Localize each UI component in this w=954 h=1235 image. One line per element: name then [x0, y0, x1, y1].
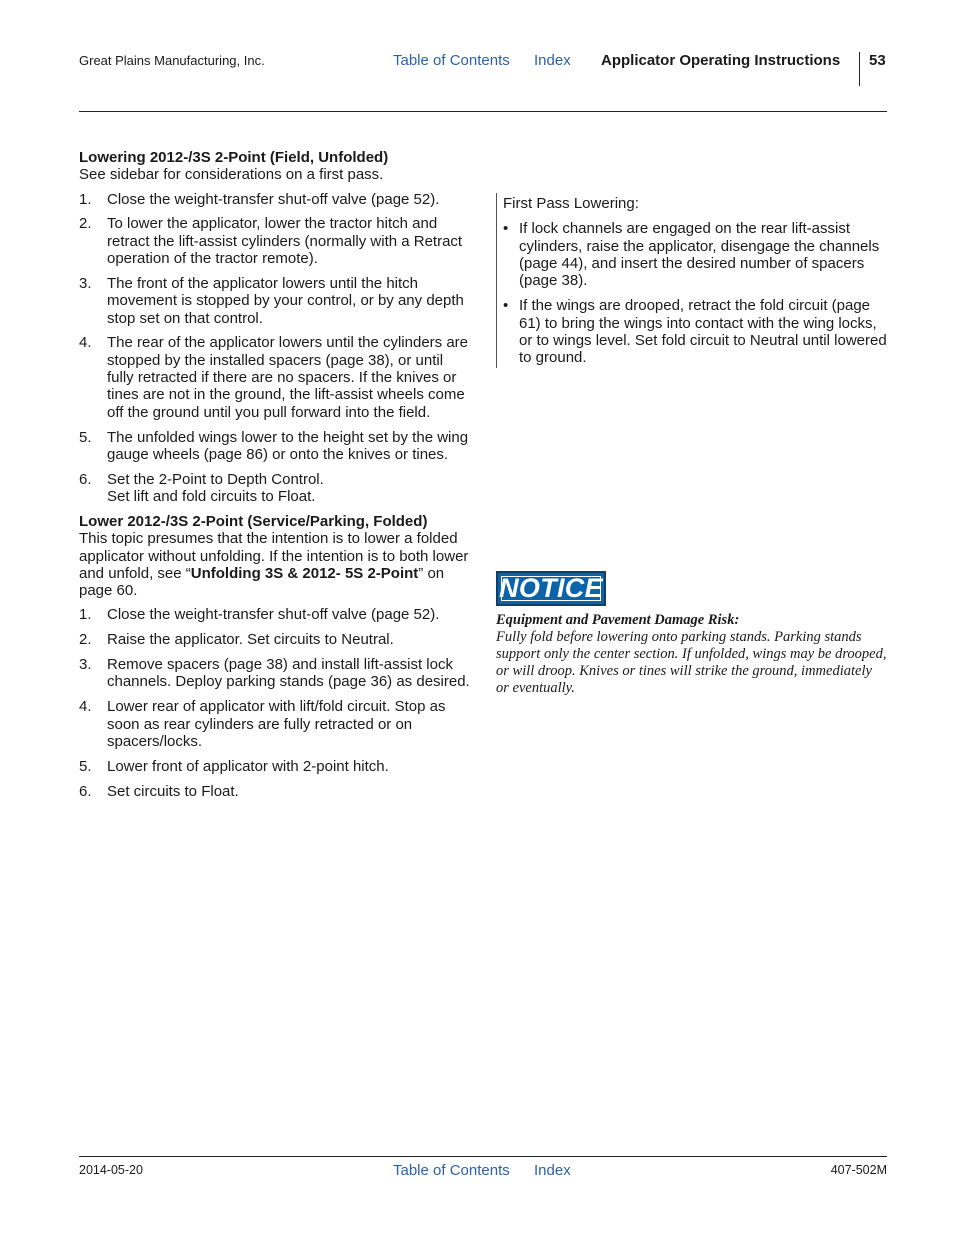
intro-reference: Unfolding 3S & 2012- 5S 2-Point	[190, 564, 419, 582]
step-number: 1.	[79, 190, 92, 208]
main-column	[79, 149, 471, 808]
footer-toc-link[interactable]: Table of Contents	[393, 1162, 510, 1179]
section2	[79, 513, 471, 800]
list-item	[79, 215, 471, 267]
step-text: Close the weight-transfer shut-off valve (page 52).	[107, 190, 440, 208]
intro-text: This topic presumes that the intention is to lower a folded applicator without unfolding. If the intention is to both lower and unfold, see “	[79, 530, 469, 582]
step-text: Lower rear of applicator with lift/fold circuit. Stop as soon as rear cylinders are fully retracted or on spacers/locks.	[107, 698, 446, 750]
document-number: 407-502M	[830, 1163, 887, 1177]
step-text: The rear of the applicator lowers until the cylinders are stopped by the installed spacers (page 38), or until fully retracted if there are no spacers. If the knives or tines are not in the ground, the lift-assist wheels come off the ground until you pull forward into the field.	[107, 334, 469, 421]
step-text: To lower the applicator, lower the tractor hitch and retract the lift-assist cylinders (normally with a Retract operation of the tractor remote).	[107, 215, 463, 268]
step-number: 4.	[79, 698, 92, 716]
list-item	[79, 275, 471, 327]
step-text: Set the 2-Point to Depth Control.	[107, 470, 324, 488]
header-divider	[859, 52, 860, 86]
bullet-icon: •	[503, 220, 509, 238]
step-text: Set circuits to Float.	[107, 782, 239, 800]
list-item	[79, 698, 471, 750]
list-item	[79, 429, 471, 464]
sidebar-item-text: If the wings are drooped, retract the fold circuit (page 61) to bring the wings into contact with the wing locks, or to wings level. Set fold circuit to Neutral until lowered to ground.	[519, 297, 887, 367]
page-number: 53	[869, 52, 886, 69]
notice-label: NOTICE	[499, 573, 603, 603]
list-item	[79, 783, 471, 800]
section1-steps	[79, 191, 471, 506]
step-text: Lower front of applicator with 2-point hitch.	[107, 757, 389, 775]
list-item	[79, 606, 471, 623]
step-number: 2.	[79, 631, 92, 649]
step-number: 6.	[79, 782, 92, 800]
step-number: 5.	[79, 428, 92, 446]
step-text: The front of the applicator lowers until the hitch movement is stopped by your control, or by any depth stop set on that control.	[107, 274, 464, 327]
list-item	[503, 297, 888, 366]
step-text-continued: Set lift and fold circuits to Float.	[107, 488, 316, 506]
list-item	[79, 191, 471, 208]
step-number: 1.	[79, 606, 92, 624]
list-item	[79, 758, 471, 775]
notice-badge	[496, 571, 606, 606]
header-index-link[interactable]: Index	[534, 52, 571, 69]
step-number: 2.	[79, 215, 92, 233]
step-text: Raise the applicator. Set circuits to Neutral.	[107, 631, 394, 649]
footer-rule	[79, 1156, 887, 1157]
step-number: 3.	[79, 656, 92, 674]
list-item	[79, 631, 471, 648]
section1-heading: Lowering 2012-/3S 2-Point (Field, Unfolded)	[79, 149, 389, 166]
sidebar-list	[503, 220, 888, 366]
step-text: Remove spacers (page 38) and install lift-assist lock channels. Deploy parking stands (page 36) as desired.	[107, 656, 470, 691]
sidebar-item-text: If lock channels are engaged on the rear lift-assist cylinders, raise the applicator, disengage the channels (page 44), and insert the desired number of spacers (page 38).	[519, 220, 880, 290]
step-number: 5.	[79, 757, 92, 775]
section2-steps	[79, 606, 471, 800]
footer-index-link[interactable]: Index	[534, 1162, 571, 1179]
section1-intro: See sidebar for considerations on a first pass.	[79, 166, 384, 184]
intro-text-end: ” on page 60.	[79, 564, 445, 600]
list-item	[79, 334, 471, 420]
section-title: Applicator Operating Instructions	[601, 52, 841, 69]
step-number: 6.	[79, 470, 92, 488]
header-rule	[79, 111, 887, 112]
notice-message	[496, 612, 888, 697]
section2-heading: Lower 2012-/3S 2-Point (Service/Parking, Folded)	[79, 512, 428, 530]
notice-title: Equipment and Pavement Damage Risk:	[496, 612, 740, 628]
bullet-icon: •	[503, 297, 509, 315]
step-text: The unfolded wings lower to the height set by the wing gauge wheels (page 86) or onto the knives or tines.	[107, 428, 469, 463]
section2-intro	[79, 530, 471, 599]
header-toc-link[interactable]: Table of Contents	[393, 52, 510, 69]
company-name: Great Plains Manufacturing, Inc.	[79, 53, 265, 68]
step-text: Close the weight-transfer shut-off valve (page 52).	[107, 606, 440, 624]
list-item	[503, 220, 888, 289]
step-number: 4.	[79, 334, 92, 352]
list-item	[79, 656, 471, 691]
footer-date: 2014-05-20	[79, 1163, 143, 1177]
notice-body: Fully fold before lowering onto parking stands. Parking stands support only the center section. If unfolded, wings may be drooped, or will droop. Knives or tines will strike the ground, immediately or eventually.	[496, 629, 887, 696]
list-item	[79, 471, 471, 506]
first-pass-sidebar	[496, 193, 888, 368]
step-number: 3.	[79, 274, 92, 292]
sidebar-title: First Pass Lowering:	[503, 195, 639, 212]
